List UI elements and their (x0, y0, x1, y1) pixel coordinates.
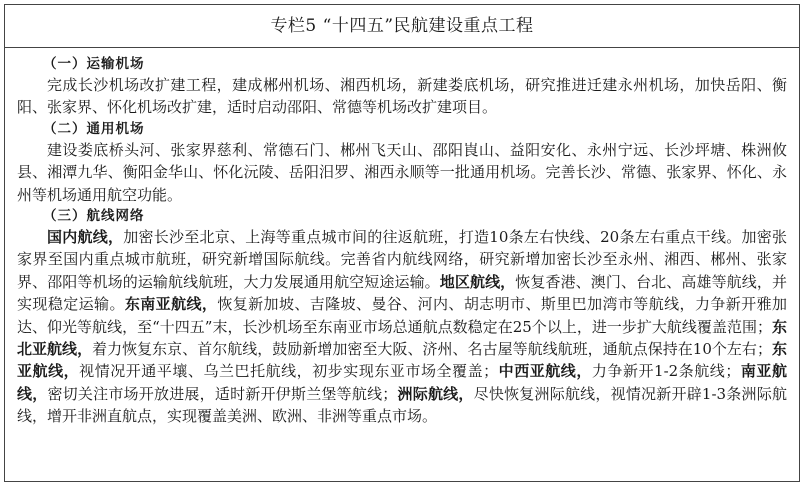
route-text-domestic: 加密长沙至北京、上海等重点城市间的往返航班，打造10条左右快线、20条左右重点干线。加密张家界至国内重点城市航班，研究新增国际航线。完善省内航线网络，研究新增加密长沙至永州、湘西、郴州、张家界、邵阳等机场的运输航线航班，大力发展通用航空短途运输。 (17, 228, 787, 291)
route-label-domestic: 国内航线， (47, 228, 124, 247)
route-text-east-asia: 视情况开通平壤、乌兰巴托航线，初步实现东亚市场全覆盖； (79, 362, 499, 381)
route-text-intercontinental: 尽快恢复洲际航线，视情况新开辟1-3条洲际航线，增开非洲直航点，实现覆盖美洲、欧洲、非洲等重点市场。 (17, 384, 787, 426)
section-paragraph-general-airports: 建设娄底桥头河、张家界慈利、常德石门、郴州飞天山、邵阳崀山、益阳安化、永州宁远、长沙坪塘、株洲攸县、湘潭九华、衡阳金华山、怀化沅陵、岳阳汨罗、湘西永顺等一批通用机场。完善长沙、常德、张家界、怀化、永州等机场通用航空功能。 (17, 140, 787, 204)
section-heading-general-airports: （二）通用机场 (43, 120, 145, 137)
box-content (5, 48, 799, 428)
route-label-east-asia: 东亚航线， (17, 340, 787, 381)
route-text-central-west-asia: 力争新开1-2条航线； (591, 362, 741, 381)
route-label-southeast-asia: 东南亚航线， (124, 295, 218, 314)
section-paragraph-transport-airports: 完成长沙机场改扩建工程，建成郴州机场、湘西机场，新建娄底机场，研究推进迁建永州机场，加快岳阳、衡阳、张家界、怀化机场改扩建，适时启动邵阳、常德等机场改扩建项目。 (17, 76, 787, 117)
route-text-south-asia: 密切关注市场开放进展，适时新开伊斯兰堡等航线； (47, 384, 398, 403)
route-label-intercontinental: 洲际航线， (397, 384, 474, 403)
feature-box (4, 4, 800, 482)
route-label-central-west-asia: 中西亚航线， (498, 362, 592, 381)
route-text-northeast-asia: 着力恢复东京、首尔航线，鼓励新增加密至大阪、济州、名古屋等航线航班，通航点保持在10个左右； (92, 340, 772, 359)
route-text-regional: 恢复香港、澳门、台北、高雄等航线，并实现稳定运输。 (17, 272, 787, 314)
route-label-northeast-asia: 东北亚航线， (17, 317, 787, 359)
section-paragraph-route-network (17, 226, 787, 428)
route-label-south-asia: 南亚航线， (17, 362, 787, 403)
section-heading-route-network: （三）航线网络 (43, 208, 145, 225)
box-title: 专栏5 “十四五”民航建设重点工程 (5, 5, 799, 48)
route-label-regional: 地区航线， (439, 272, 516, 291)
section-heading-transport-airports: （一）运输机场 (43, 56, 145, 72)
route-text-southeast-asia: 恢复新加坡、吉隆坡、曼谷、河内、胡志明市、斯里巴加湾市等航线，力争新开雅加达、仰光等航线，至“十四五”末，长沙机场至东南亚市场总通航点数稳定在25个以上，进一步扩大航线覆盖范围； (17, 295, 787, 336)
